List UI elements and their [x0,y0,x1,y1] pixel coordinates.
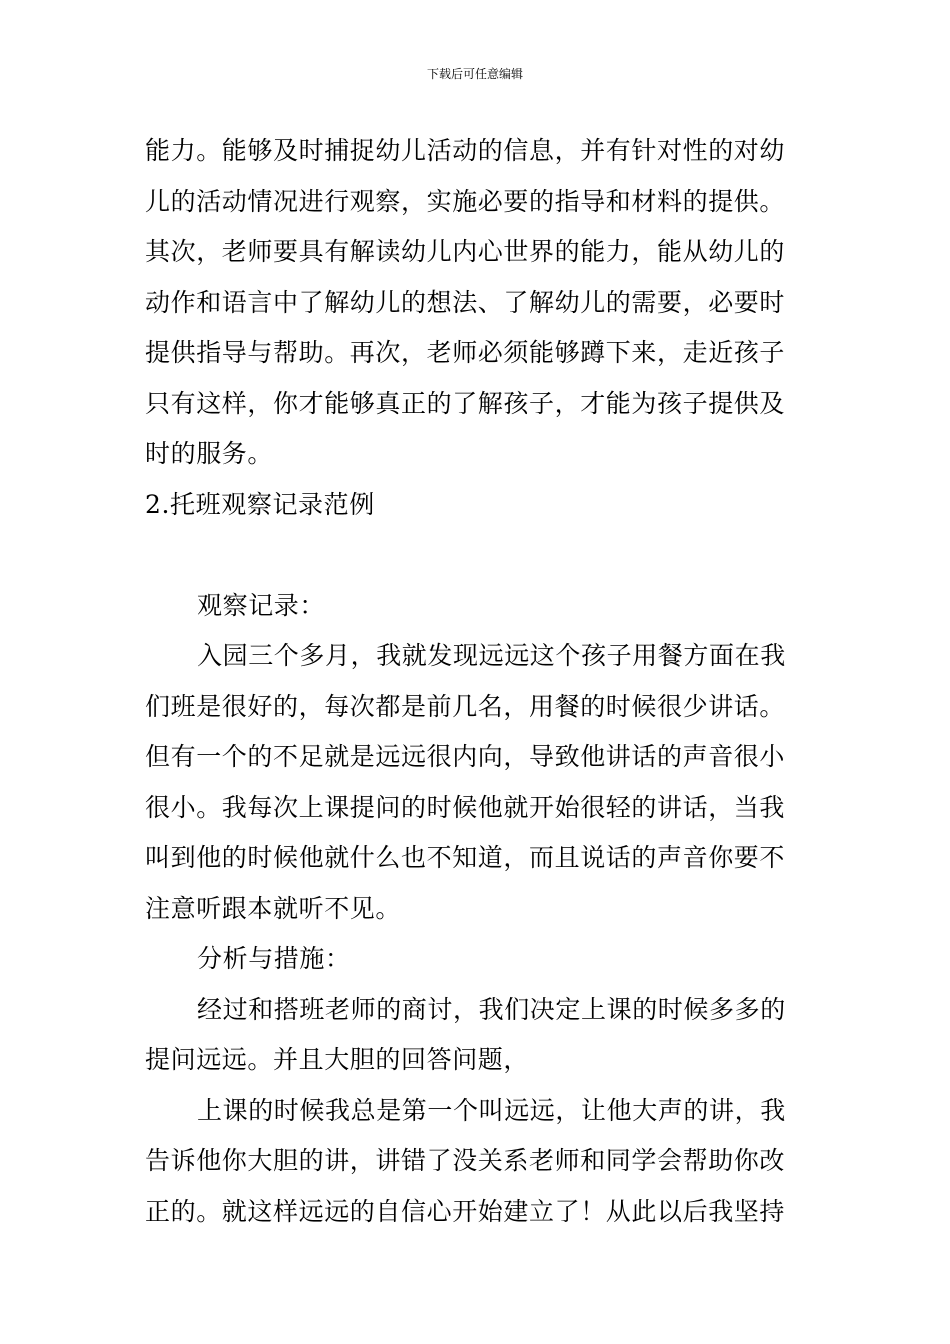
paragraph-line: 入园三个多月，我就发现远远这个孩子用餐方面在我 [197,641,786,670]
paragraph-line: 上课的时候我总是第一个叫远远，让他大声的讲，我 [197,1095,786,1125]
paragraph-line: 儿的活动情况进行观察，实施必要的指导和材料的提供。 [145,186,786,216]
paragraph-line: 只有这样，你才能够真正的了解孩子，才能为孩子提供及 [145,388,786,418]
page-header: 下载后可任意编辑 [426,67,523,81]
paragraph-line: 经过和搭班老师的商讨，我们决定上课的时候多多的 [197,994,786,1024]
paragraph-line: 告诉他你大胆的讲，讲错了没关系老师和同学会帮助你改 [145,1146,786,1175]
paragraph-line: 提问远远。并且大胆的回答问题， [145,1045,530,1074]
paragraph-line: 很小。我每次上课提问的时候他就开始很轻的讲话，当我 [145,792,786,822]
paragraph-line: 动作和语言中了解幼儿的想法、了解幼儿的需要，必要时 [145,287,786,317]
paragraph-line: 注意听跟本就听不见。 [145,893,402,923]
paragraph-line: 叫到他的时候他就什么也不知道，而且说话的声音你要不 [145,843,786,872]
paragraph-line: 们班是很好的，每次都是前几名，用餐的时候很少讲话。 [145,691,786,721]
paragraph-line: 提供指导与帮助。再次，老师必须能够蹲下来，走近孩子 [145,338,786,367]
subheading-observation: 观察记录： [197,590,326,620]
paragraph-line: 正的。就这样远远的自信心开始建立了！从此以后我坚持 [145,1196,786,1226]
section-heading: 2.托班观察记录范例 [145,489,375,519]
subheading-analysis: 分析与措施： [197,944,351,973]
document-body [145,126,810,1237]
blank-line [145,530,810,581]
paragraph-line: 其次，老师要具有解读幼儿内心世界的能力，能从幼儿的 [145,237,786,266]
paragraph-line: 但有一个的不足就是远远很内向，导致他讲话的声音很小 [145,742,786,771]
paragraph-line: 时的服务。 [145,439,274,468]
paragraph-line: 能力。能够及时捕捉幼儿活动的信息，并有针对性的对幼 [145,136,786,165]
